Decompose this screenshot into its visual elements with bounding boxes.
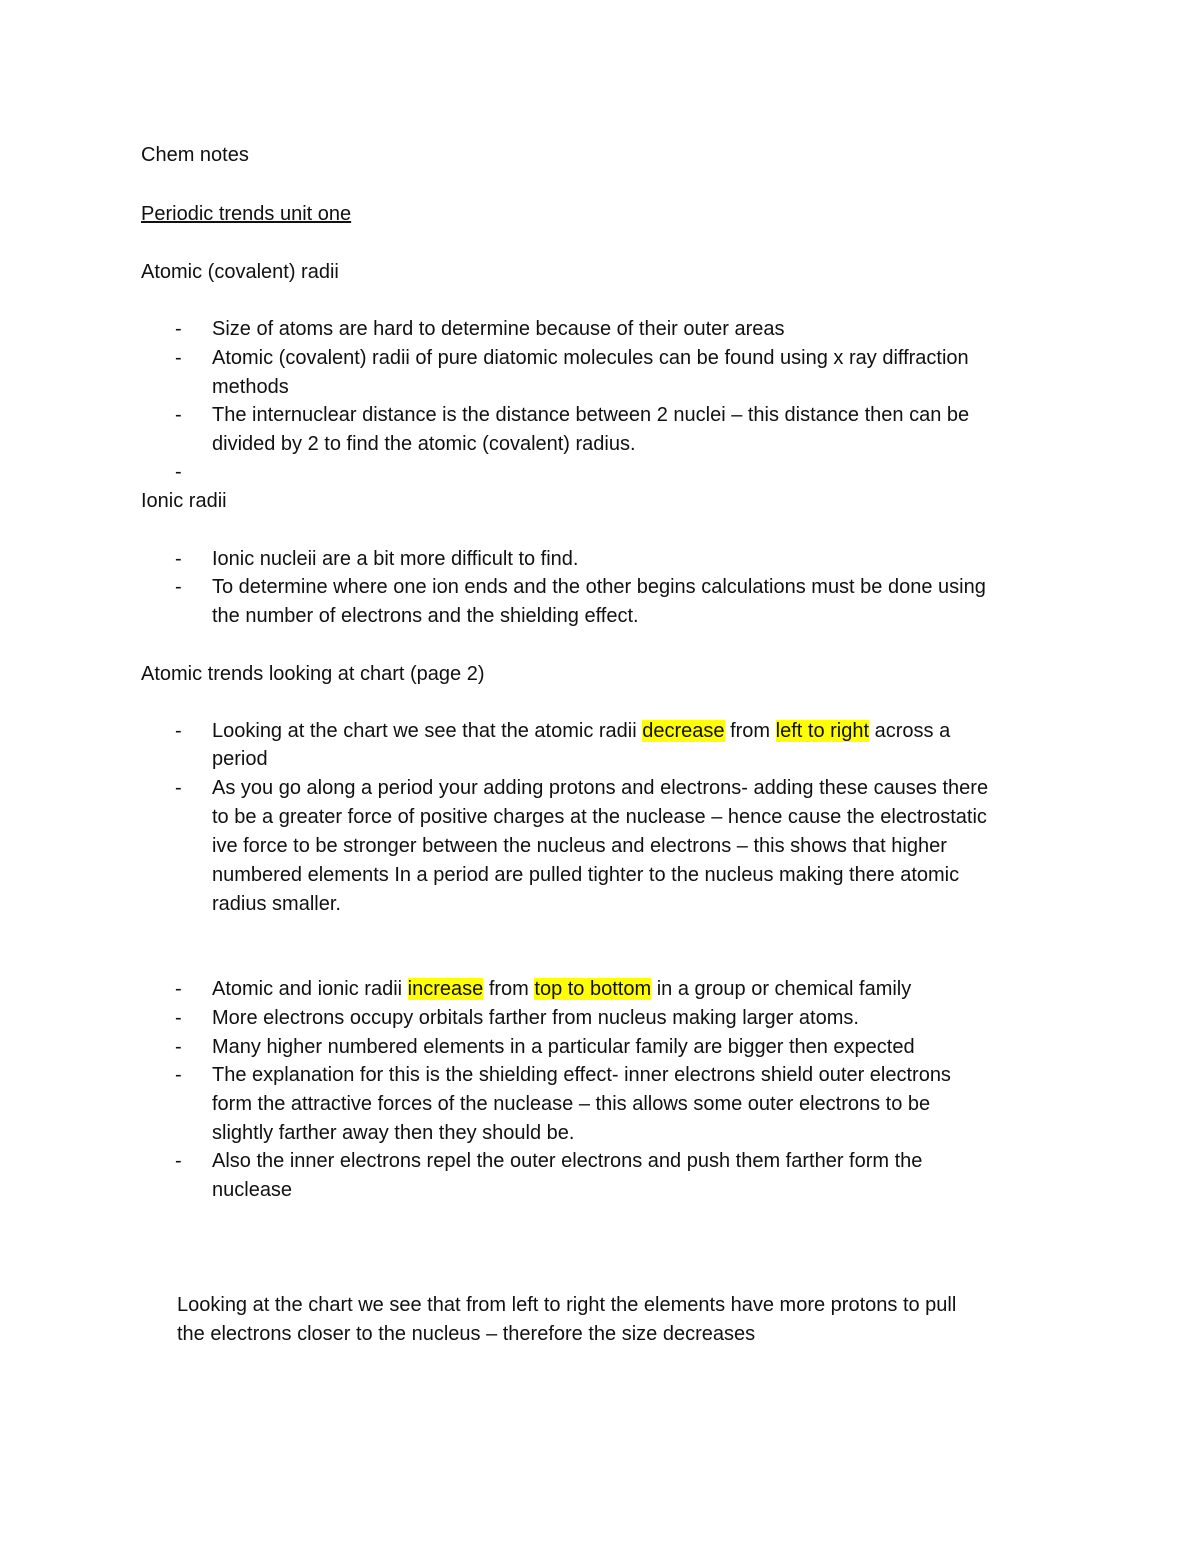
closing-paragraph-line: the electrons closer to the nucleus – therefore the size decreases	[177, 1323, 756, 1345]
bullet-text	[212, 975, 911, 1004]
bullet-text	[212, 717, 950, 746]
text-run: in a group or chemical family	[651, 978, 912, 1000]
section-heading-atomic-trends: Atomic trends looking at chart (page 2)	[141, 663, 485, 685]
bullet-text: form the attractive forces of the nuclease – this allows some outer electrons to be	[212, 1093, 931, 1115]
bullet-text: radius smaller.	[212, 893, 341, 915]
highlighted-text: increase	[407, 978, 484, 1000]
bullet-text: Size of atoms are hard to determine because of their outer areas	[212, 318, 785, 340]
bullet-text: Many higher numbered elements in a particular family are bigger then expected	[212, 1036, 915, 1058]
bullet-dash: -	[175, 1036, 182, 1058]
bullet-dash: -	[175, 777, 182, 799]
bullet-dash: -	[175, 318, 182, 340]
highlighted-text: top to bottom	[534, 978, 652, 1000]
highlighted-text: left to right	[775, 720, 870, 742]
bullet-text: the number of electrons and the shielding effect.	[212, 605, 639, 627]
text-run: from	[724, 720, 776, 742]
bullet-dash: -	[175, 347, 182, 369]
bullet-text: The internuclear distance is the distance between 2 nuclei – this distance then can be	[212, 404, 970, 426]
highlighted-text: decrease	[642, 720, 725, 742]
bullet-dash: -	[175, 1064, 182, 1086]
bullet-dash: -	[175, 404, 182, 426]
closing-paragraph-line: Looking at the chart we see that from left to right the elements have more protons to pull	[177, 1294, 957, 1316]
bullet-dash: -	[175, 548, 182, 570]
text-run: Looking at the chart we see that the atomic radii	[212, 720, 643, 742]
bullet-text: methods	[212, 376, 289, 398]
bullet-text: Atomic (covalent) radii of pure diatomic molecules can be found using x ray diffraction	[212, 347, 969, 369]
bullet-text: The explanation for this is the shielding effect- inner electrons shield outer electrons	[212, 1064, 951, 1086]
document-subtitle: Periodic trends unit one	[141, 203, 352, 225]
section-heading-ionic-radii: Ionic radii	[141, 490, 227, 512]
text-run: Atomic and ionic radii	[212, 978, 408, 1000]
bullet-dash: -	[175, 1007, 182, 1029]
bullet-text: numbered elements In a period are pulled tighter to the nucleus making there atomic	[212, 864, 960, 886]
bullet-text: Also the inner electrons repel the outer electrons and push them farther form the	[212, 1150, 923, 1172]
bullet-text: ive force to be stronger between the nucleus and electrons – this shows that higher	[212, 835, 947, 857]
document-title: Chem notes	[141, 144, 249, 166]
bullet-dash: -	[175, 720, 182, 742]
bullet-text: As you go along a period your adding protons and electrons- adding these causes there	[212, 777, 989, 799]
bullet-dash: -	[175, 461, 182, 483]
bullet-text: period	[212, 748, 268, 770]
bullet-text: to be a greater force of positive charges at the nuclease – hence cause the electrostatic	[212, 806, 987, 828]
text-run: from	[483, 978, 535, 1000]
section-heading-atomic-radii: Atomic (covalent) radii	[141, 261, 339, 283]
bullet-text: More electrons occupy orbitals farther from nucleus making larger atoms.	[212, 1007, 859, 1029]
bullet-text: divided by 2 to find the atomic (covalent) radius.	[212, 433, 636, 455]
bullet-text: To determine where one ion ends and the other begins calculations must be done using	[212, 576, 986, 598]
bullet-text: Ionic nucleii are a bit more difficult to find.	[212, 548, 579, 570]
bullet-dash: -	[175, 576, 182, 598]
bullet-text: slightly farther away then they should be.	[212, 1122, 575, 1144]
text-run: across a	[869, 720, 951, 742]
bullet-dash: -	[175, 978, 182, 1000]
bullet-text: nuclease	[212, 1179, 293, 1201]
bullet-dash: -	[175, 1150, 182, 1172]
